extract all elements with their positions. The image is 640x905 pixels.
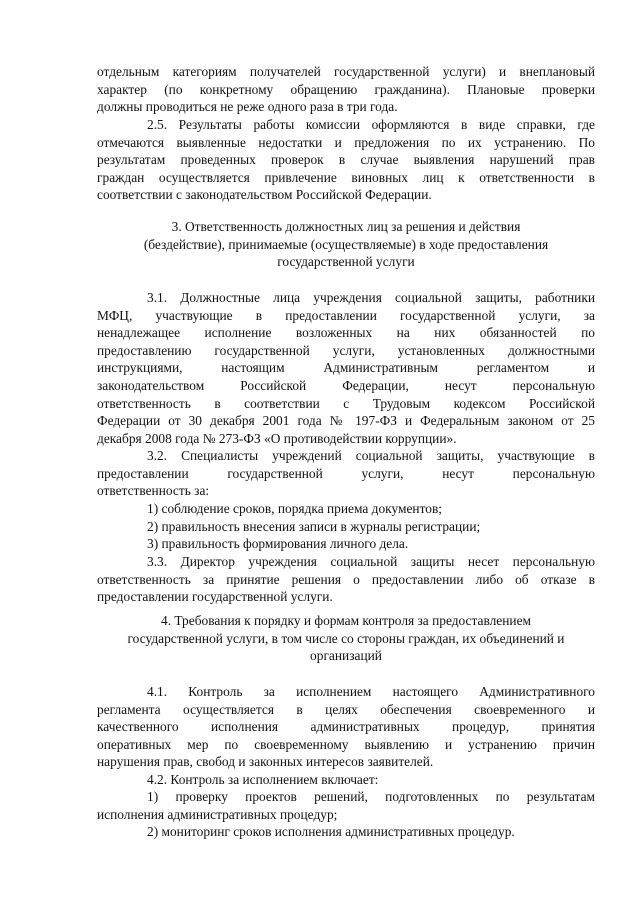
list-item: 1) соблюдение сроков, порядка приема документов;	[147, 501, 442, 516]
text-line: 2.5. Результаты работы комиссии оформляются в виде справки, где	[147, 117, 595, 132]
paragraph-3-1	[97, 289, 595, 447]
paragraph-3-2	[97, 447, 595, 500]
heading-line: (бездействие), принимаемые (осуществляемые) в ходе предоставления	[143, 236, 549, 252]
paragraph-3-3	[97, 553, 595, 606]
list-4-2	[97, 788, 595, 841]
text-line: ответственность за принятие решения о предоставлении либо об отказе в	[97, 571, 595, 587]
text-line: ответственность за:	[97, 483, 210, 499]
text-line: ненадлежащее исполнение возложенных на них обязанностей по	[97, 325, 595, 341]
text-line: МФЦ, участвующие в предоставлении государственной услуги, за	[97, 307, 595, 323]
list-item: 2) правильность внесения записи в журналы регистрации;	[147, 518, 481, 534]
list-3-2	[97, 500, 595, 553]
section-4-heading	[97, 612, 595, 665]
text-line: 3.1. Должностные лица учреждения социальной защиты, работники	[147, 290, 595, 305]
paragraph-4-1	[97, 683, 595, 771]
list-item: 2) мониторинг сроков исполнения административных процедур.	[147, 824, 515, 840]
text-line: качественного исполнения административных процедур, принятия	[97, 719, 595, 735]
text-line: соответствии с законодательством Российской Федерации.	[97, 187, 432, 203]
text-line: характер (по конкретному обращению гражданина). Плановые проверки	[97, 81, 595, 97]
text-line: 3.2. Специалисты учреждений социальной защиты, участвующие в	[147, 448, 595, 463]
text-line: регламента осуществляется в целях обеспечения своевременного и	[97, 701, 595, 717]
list-item: 1) проверку проектов решений, подготовленных по результатам	[147, 789, 595, 804]
text-line: 4.2. Контроль за исполнением включает:	[147, 772, 379, 787]
text-line: отмечаются выявленные недостатки и предложения по их устранению. По	[97, 134, 595, 150]
paragraph-2-5	[97, 116, 595, 204]
text-line: 3.3. Директор учреждения социальной защиты несет персональную	[147, 554, 595, 569]
heading-line: государственной услуги	[277, 254, 415, 270]
text-line: нарушения прав, свобод и законных интересов заявителей.	[97, 754, 434, 770]
text-line: декабря 2008 года № 273-ФЗ «О противодействии коррупции».	[97, 430, 457, 446]
text-line: отдельным категориям получателей государственной услуги) и внеплановый	[97, 64, 595, 79]
text-line: 4.1. Контроль за исполнением настоящего Административного	[147, 684, 595, 699]
text-line: результатам проведенных проверок в случае выявления нарушений прав	[97, 152, 595, 168]
text-line: должны проводиться не реже одного раза в три года.	[97, 99, 398, 115]
text-line: предоставлении государственной услуги, несут персональную	[97, 465, 595, 481]
paragraph-4-2	[97, 771, 595, 789]
text-line: предоставлению государственной услуги, установленных должностными	[97, 342, 595, 358]
list-item: 3) правильность формирования личного дела.	[147, 536, 409, 552]
text-line: законодательством Российской Федерации, несут персональную	[97, 377, 595, 393]
text-line: оперативных мер по своевременному выявлению и устранению причин	[97, 736, 595, 752]
text-line: Федерации от 30 декабря 2001 года № 197-ФЗ и Федеральным законом от 25	[97, 413, 595, 429]
heading-line: 3. Ответственность должностных лиц за решения и действия	[171, 219, 521, 234]
text-line: граждан осуществляется привлечение виновных лиц к ответственности в	[97, 169, 595, 185]
heading-line: государственной услуги, в том числе со стороны граждан, их объединений и	[127, 630, 565, 646]
heading-line: организаций	[310, 648, 382, 664]
text-line: предоставлении государственной услуги.	[97, 589, 333, 605]
heading-line: 4. Требования к порядку и формам контроля за предоставлением	[161, 613, 531, 628]
section-3-heading	[97, 218, 595, 271]
paragraph-2-4-tail	[97, 63, 595, 116]
text-line: инструкциями, настоящим Административным регламентом и	[97, 360, 595, 376]
text-line: ответственность в соответствии с Трудовым кодексом Российской	[97, 395, 595, 411]
list-item: исполнения административных процедур;	[97, 806, 338, 822]
